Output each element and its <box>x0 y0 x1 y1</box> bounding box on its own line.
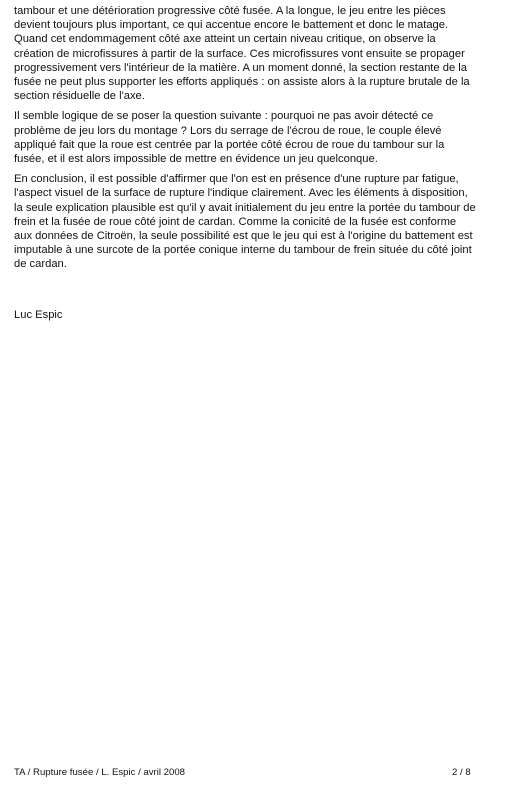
text-line: problème de jeu lors du montage ? Lors du serrage de l'écrou de roue, le couple élevé <box>14 124 442 137</box>
text-line: En conclusion, il est possible d'affirmer que l'on est en présence d'une rupture par fatigue, <box>14 173 459 186</box>
footer-document-reference: TA / Rupture fusée / L. Espic / avril 2008 <box>14 767 185 778</box>
text-line: création de microfissures à partir de la surface. Ces microfissures vont ensuite se propager <box>14 47 465 60</box>
text-line: tambour et une détérioration progressive côté fusée. A la longue, le jeu entre les pièces <box>14 5 446 17</box>
paragraph-conclusion <box>14 172 519 271</box>
author-signature: Luc Espic <box>14 309 63 321</box>
text-line: la seule explication plausible est qu'il y avait initialement du jeu entre la portée du tambour de <box>14 201 476 214</box>
body-text <box>14 4 519 278</box>
text-line: de cardan. <box>14 258 67 271</box>
text-line: fusée, et il est alors impossible de mettre en évidence un jeu quelconque. <box>14 153 378 166</box>
text-line: frein et la fusée de roue côté joint de cardan. Comme la conicité de la fusée est conforme <box>14 215 457 228</box>
paragraph-assembly-question <box>14 109 519 166</box>
text-line: l'aspect visuel de la surface de rupture l'indique clairement. Avec les éléments à disposition, <box>14 187 468 200</box>
text-line: appliqué fait que la roue est centrée par la portée côté écrou de roue du tambour sur la <box>14 138 445 151</box>
text-line: aux données de Citroën, la seule possibilité est que le jeu qui est à l'origine du battement est <box>14 230 473 243</box>
text-line: devient toujours plus important, ce qui accentue encore le battement et donc le matage. <box>14 19 449 32</box>
paragraph-failure-mechanism <box>14 4 519 103</box>
footer-page-number: 2 / 8 <box>452 767 471 778</box>
text-line: progressivement vers l'intérieur de la matière. A un moment donné, la section restante de la <box>14 61 467 74</box>
text-line: fusée ne peut plus supporter les efforts appliqués : on assiste alors à la rupture brutale de la <box>14 76 470 89</box>
text-line: Quand cet endommagement côté axe atteint un certain niveau critique, on observe la <box>14 33 436 46</box>
text-line: Il semble logique de se poser la question suivante : pourquoi ne pas avoir détecté ce <box>14 110 434 123</box>
text-line: imputable à une surcote de la portée conique interne du tambour de frein située du côté joint <box>14 244 472 257</box>
text-line: section résiduelle de l'axe. <box>14 90 145 103</box>
